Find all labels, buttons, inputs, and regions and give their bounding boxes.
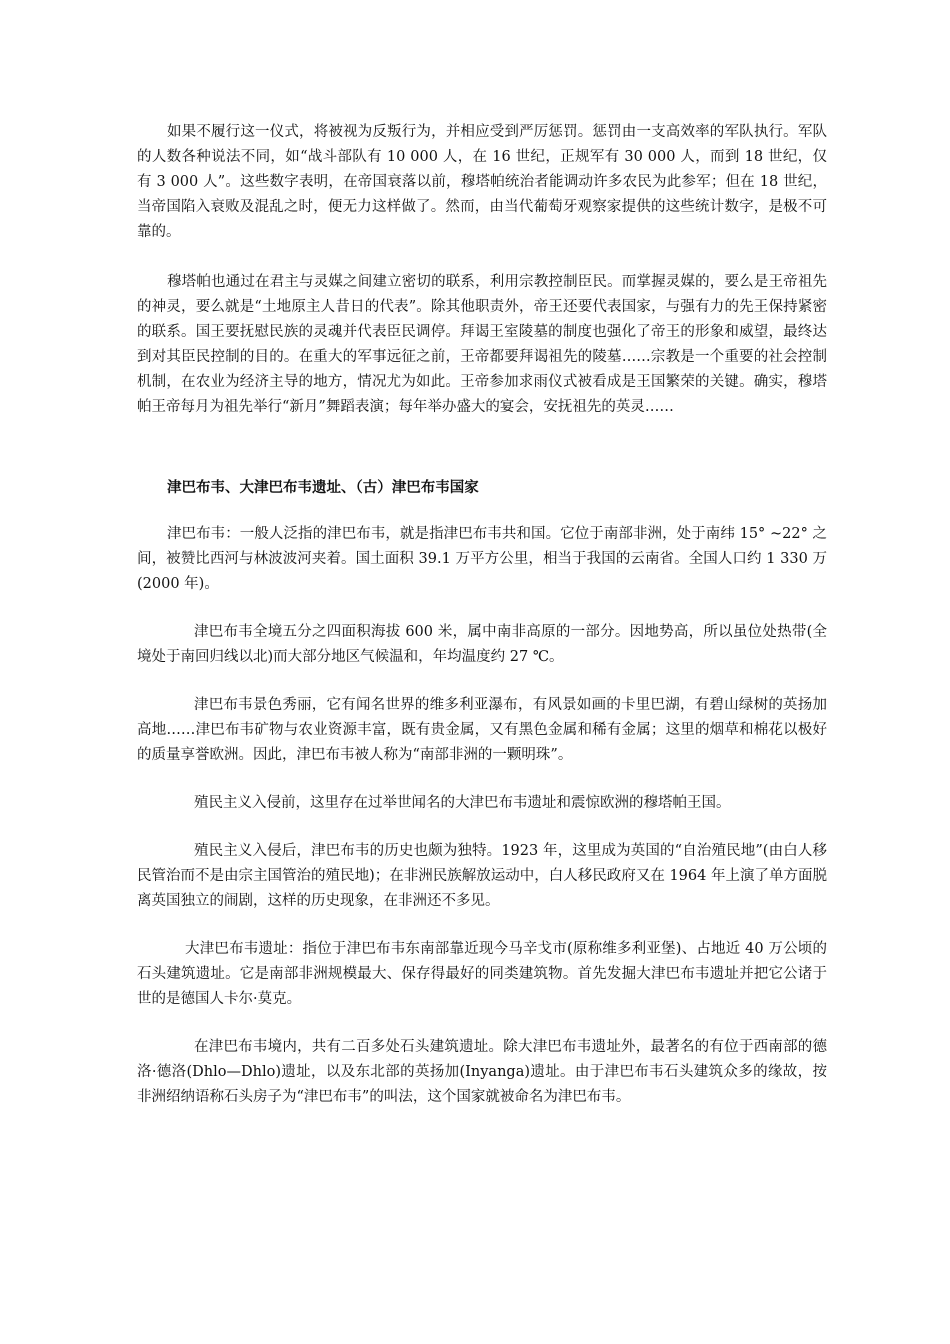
paragraph-punishment: 如果不履行这一仪式，将被视为反叛行为，并相应受到严厉惩罚。惩罚由一支高效率的军队执行。军队的人数各种说法不同，如“战斗部队有 10 000 人，在 16 世纪，正规军有 30 000 人，而到 18 世纪，仅有 3 000 人”。这些数字表明，在帝国衰落以前，穆塔帕统治者能调动许多农民为此参军；但在 18 世纪，当帝国陷入衰败及混乱之时，便无力这样做了。然而，由当代葡萄牙观察家提供的这些统计数字，是极不可靠的。 — [137, 124, 827, 240]
section-heading: 津巴布韦、大津巴布韦遗址、（古）津巴布韦国家 — [167, 480, 479, 496]
paragraph-religion: 穆塔帕也通过在君主与灵媒之间建立密切的联系，利用宗教控制臣民。而掌握灵媒的，要么是王帝祖先的神灵，要么就是“土地原主人昔日的代表”。除其他职责外，帝王还要代表国家，与强有力的先王保持紧密的联系。国王要抚慰民族的灵魂并代表臣民调停。拜谒王室陵墓的制度也强化了帝王的形象和威望，最终达到对其臣民控制的目的。在重大的军事远征之前，王帝都要拜谒祖先的陵墓……宗教是一个重要的社会控制机制，在农业为经济主导的地方，情况尤为如此。王帝参加求雨仪式被看成是王国繁荣的关键。确实，穆塔帕王帝每月为祖先举行“新月”舞蹈表演；每年举办盛大的宴会，安抚祖先的英灵…… — [137, 274, 827, 415]
paragraph-zimbabwe-scenery: 津巴布韦景色秀丽，它有闻名世界的维多利亚瀑布，有风景如画的卡里巴湖，有碧山绿树的英扬加高地……津巴布韦矿物与农业资源丰富，既有贵金属，又有黑色金属和稀有金属；这里的烟草和棉花以极好的质量享誉欧洲。因此，津巴布韦被人称为“南部非洲的一颗明珠”。 — [137, 697, 827, 763]
paragraph-stone-ruins: 在津巴布韦境内，共有二百多处石头建筑遗址。除大津巴布韦遗址外，最著名的有位于西南部的德洛·德洛(Dhlo—Dhlo)遗址，以及东北部的英扬加(Inyanga)遗址。由于津巴布韦石头建筑众多的缘故，按非洲绍纳语称石头房子为“津巴布韦”的叫法，这个国家就被命名为津巴布韦。 — [137, 1039, 827, 1105]
document-page — [137, 120, 827, 1110]
paragraph-great-zimbabwe-ruins: 大津巴布韦遗址：指位于津巴布韦东南部靠近现今马辛戈市(原称维多利亚堡)、占地近 40 万公顷的石头建筑遗址。它是南部非洲规模最大、保存得最好的同类建筑物。首先发掘大津巴布韦遗址并把它公诸于世的是德国人卡尔·莫克。 — [137, 941, 827, 1007]
paragraph-zimbabwe-overview: 津巴布韦：一般人泛指的津巴布韦，就是指津巴布韦共和国。它位于南部非洲，处于南纬 15° ~22° 之间，被赞比西河与林波波河夹着。国土面积 39.1 万平方公里，相当于我国的云南省。全国人口约 1 330 万(2000 年)。 — [137, 526, 827, 592]
paragraph-after-colonialism: 殖民主义入侵后，津巴布韦的历史也颇为独特。1923 年，这里成为英国的“自治殖民地”(由白人移民管治而不是由宗主国管治的殖民地)；在非洲民族解放运动中，白人移民政府又在 1964 年上演了单方面脱离英国独立的闹剧，这样的历史现象，在非洲还不多见。 — [137, 843, 827, 909]
paragraph-zimbabwe-climate: 津巴布韦全境五分之四面积海拔 600 米，属中南非高原的一部分。因地势高，所以虽位处热带(全境处于南回归线以北)而大部分地区气候温和，年均温度约 27 ℃。 — [137, 624, 827, 665]
paragraph-before-colonialism: 殖民主义入侵前，这里存在过举世闻名的大津巴布韦遗址和震惊欧洲的穆塔帕王国。 — [194, 795, 731, 811]
